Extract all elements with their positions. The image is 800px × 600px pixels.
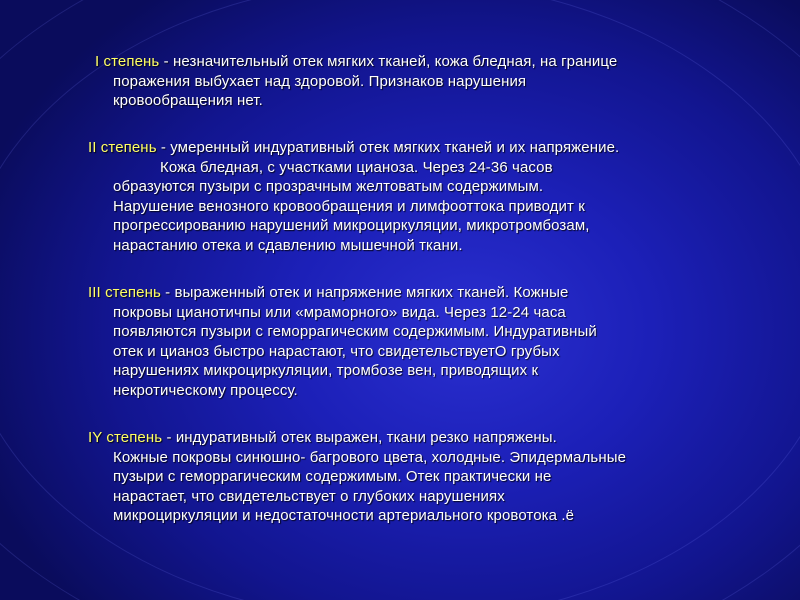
degree-3-line-6: некротическому процессу.	[113, 381, 298, 399]
degree-2-label: II степень	[88, 139, 157, 156]
degree-4-label: IY степень	[88, 429, 163, 446]
degree-4-first-line	[88, 428, 557, 448]
degree-4-line-2: Кожные покровы синюшно- багрового цвета, холодные. Эпидермальные	[113, 448, 627, 466]
degree-3-line-4: отек и цианоз быстро нарастают, что свидетельствуетО грубых	[113, 342, 560, 360]
degree-2-first-line	[88, 138, 619, 158]
degree-3-line-3: появляются пузыри с геморрагическим содержимым. Индуративный	[113, 323, 597, 340]
degree-4-line-4: нарастает, что свидетельствует о глубоких нарушениях	[113, 487, 505, 505]
degree-2-line-3: образуются пузыри с прозрачным желтоватым содержимым.	[113, 178, 544, 195]
degree-3-line-2: покровы цианотичпы или «мраморного» вида. Через 12-24 часа	[113, 303, 566, 321]
degree-2-text: - умеренный индуративный отек мягких тканей и их напряжение.	[156, 139, 620, 156]
degree-4-line-5: микроциркуляции и недостаточности артериального кровотока .ё	[113, 507, 575, 524]
degree-1-first-line	[95, 52, 617, 72]
degree-4-text: - индуративный отек выражен, ткани резко напряжены.	[162, 429, 557, 446]
degree-1-text: - незначительный отек мягких тканей, кожа бледная, на границе	[159, 53, 618, 70]
degree-3-line-5: нарушениях микроциркуляции, тромбозе вен, приводящих к	[113, 362, 539, 379]
degree-3-label: III степень	[88, 284, 161, 301]
degree-2-line-2: Кожа бледная, с участками цианоза. Через 24-36 часов	[160, 158, 553, 176]
degree-1-label: I степень	[95, 53, 160, 70]
degree-2-line-6: нарастанию отека и сдавлению мышечной ткани.	[113, 236, 463, 254]
degree-4-line-3: пузыри с геморрагическим содержимым. Отек практически не	[113, 468, 552, 485]
degree-2-line-4: Нарушение венозного кровообращения и лимфооттока приводит к	[113, 197, 585, 215]
degree-3-text: - выраженный отек и напряжение мягких тканей. Кожные	[160, 284, 569, 301]
degree-1-line-3: кровообращения нет.	[113, 92, 263, 109]
degree-3-first-line	[88, 283, 568, 303]
degree-2-line-5: прогрессированию нарушений микроциркуляции, микротромбозам,	[113, 217, 590, 234]
degree-1-line-2: поражения выбухает над здоровой. Признаков нарушения	[113, 72, 527, 90]
